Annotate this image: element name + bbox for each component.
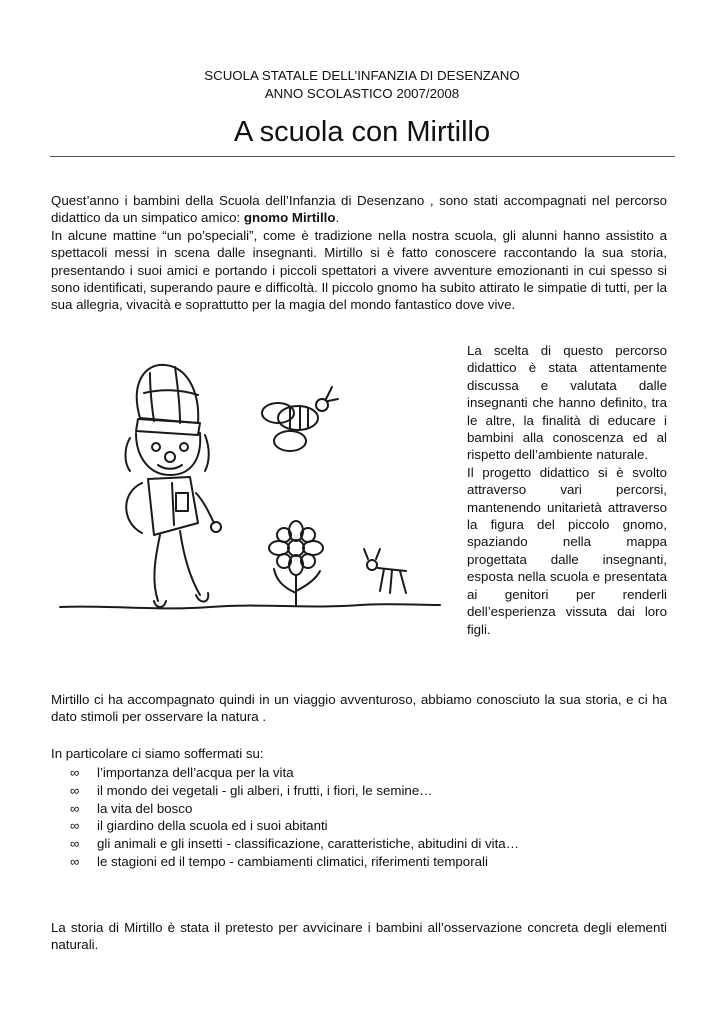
list-item: ∞ il giardino della scuola ed i suoi abitanti: [70, 818, 328, 834]
intro-text: Quest’anno i bambini della Scuola dell’Infanzia di Desenzano , sono stati accompagnati nel percorso didattico da un simpatico amico:: [51, 193, 667, 226]
closing-paragraph: La storia di Mirtillo è stata il pretesto per avvicinare i bambini all’osservazione concreta degli elementi naturali.: [51, 920, 667, 953]
infinity-bullet-icon: ∞: [70, 800, 80, 816]
list-item: ∞ l’importanza dell’acqua per la vita: [70, 765, 294, 780]
document-title: A scuola con Mirtillo: [233, 116, 491, 148]
infinity-bullet-icon: ∞: [70, 765, 80, 780]
infinity-bullet-icon: ∞: [70, 818, 80, 834]
gnome-name: gnomo Mirtillo: [243, 210, 336, 226]
list-item: ∞ le stagioni ed il tempo - cambiamenti climatici, riferimenti temporali: [70, 853, 488, 869]
list-item: ∞ il mondo dei vegetali - gli alberi, i frutti, i fiori, le semine…: [70, 782, 433, 798]
side-paragraph-1: La scelta di questo percorso didattico è stata attentamente discussa e valutata dalle insegnanti che hanno definito, tra le altre, la finalità di educare i bambini alla conoscenza ed al rispetto dell’ambiente naturale.: [467, 343, 667, 463]
infinity-bullet-icon: ∞: [70, 853, 80, 869]
intro-text-end: .: [335, 210, 340, 226]
school-name: SCUOLA STATALE DELL’INFANZIA DI DESENZANO: [204, 68, 520, 83]
child-drawing-illustration: [50, 343, 450, 643]
intro-paragraph: [51, 192, 667, 314]
list-item: ∞ la vita del bosco: [70, 800, 193, 816]
side-paragraph-2: Il progetto didattico si è svolto attraverso vari percorsi, mantenendo unitarietà attraverso la figura del piccolo gnomo, spaziando nella mappa progettata dalle insegnanti, esposta nella scuola e presentata ai genitori per renderli dell’esperienza vissuta dai loro figli.: [467, 464, 667, 637]
topics-list: [70, 764, 519, 871]
school-year: ANNO SCOLASTICO 2007/2008: [264, 86, 460, 101]
journey-paragraph: Mirtillo ci ha accompagnato quindi in un viaggio avventuroso, abbiamo conosciuto la sua storia, e ci ha dato stimoli per osservare la natura .: [51, 692, 667, 725]
story-paragraph: In alcune mattine “un po’speciali”, come è tradizione nella nostra scuola, gli alunni hanno assistito a spettacoli messi in scena dalle insegnanti. Mirtillo si è fatto conoscere raccontando la sua storia, presentando i suoi amici e portando i piccoli spettatori a vivere avventure emozionanti in cui spesso si sono identificati, superando paure e difficoltà. Il piccolo gnomo ha subito attirato le simpatie di tutti, per la sua allegria, vivacità e soprattutto per la magia del mondo fantastico dove vive.: [51, 227, 667, 313]
project-description: [467, 342, 667, 638]
list-item: ∞ gli animali e gli insetti - classificazione, caratteristiche, abitudini di vita…: [70, 836, 519, 852]
infinity-bullet-icon: ∞: [70, 836, 80, 852]
title-divider: [50, 156, 675, 157]
list-intro: In particolare ci siamo soffermati su:: [51, 746, 264, 761]
infinity-bullet-icon: ∞: [70, 782, 80, 798]
